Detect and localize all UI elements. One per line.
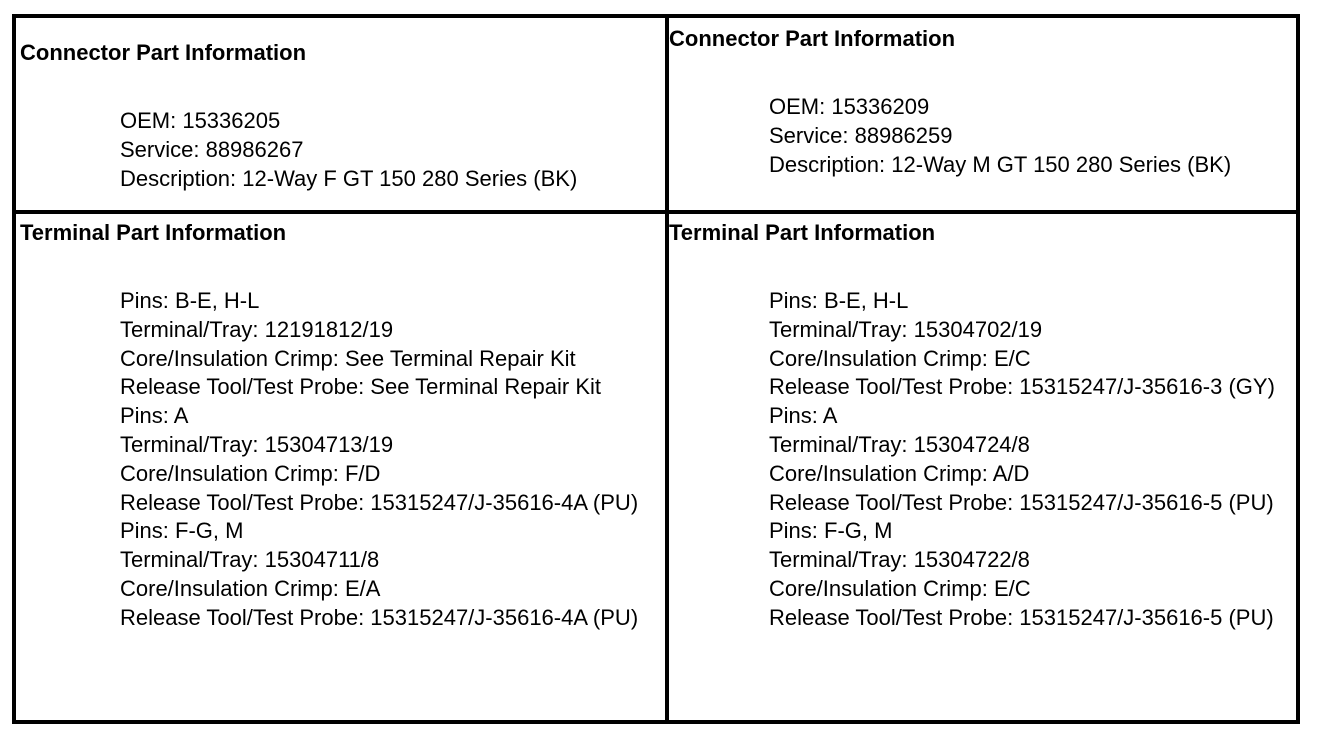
crimp-line: Core/Insulation Crimp: E/C — [769, 575, 1031, 601]
terminal-info-cell-right — [669, 214, 1296, 720]
oem-number: OEM: 15336205 — [120, 108, 281, 133]
pins-line: Pins: A — [769, 403, 838, 429]
terminal-tray-line: Terminal/Tray: 15304702/19 — [769, 316, 1043, 342]
connector-description: Description: 12-Way M GT 150 280 Series (BK) — [769, 151, 1232, 177]
terminal-tray-line: Terminal/Tray: 15304722/8 — [769, 547, 1030, 573]
terminal-tray-line: Terminal/Tray: 15304724/8 — [769, 431, 1030, 457]
service-number: Service: 88986267 — [120, 136, 304, 162]
terminal-heading-right: Terminal Part Information — [669, 220, 936, 245]
terminal-tray-line: Terminal/Tray: 15304711/8 — [120, 547, 380, 573]
pins-line: Pins: B-E, H-L — [120, 288, 260, 313]
connector-description: Description: 12-Way F GT 150 280 Series (BK) — [120, 165, 578, 191]
parts-table — [12, 14, 1300, 724]
connector-heading-right: Connector Part Information — [669, 26, 956, 51]
pins-line: Pins: A — [120, 403, 189, 429]
crimp-line: Core/Insulation Crimp: E/A — [120, 575, 381, 601]
release-tool-line: Release Tool/Test Probe: 15315247/J-35616-3 (GY) — [769, 374, 1275, 400]
terminal-info-cell-left — [16, 214, 665, 720]
pins-line: Pins: F-G, M — [120, 518, 244, 544]
terminal-tray-line: Terminal/Tray: 15304713/19 — [120, 431, 394, 457]
pins-line: Pins: F-G, M — [769, 518, 893, 544]
release-tool-line: Release Tool/Test Probe: 15315247/J-35616-5 (PU) — [769, 604, 1274, 630]
connector-heading-left: Connector Part Information — [20, 40, 307, 65]
connector-info-cell-right — [669, 18, 1296, 210]
crimp-line: Core/Insulation Crimp: E/C — [769, 345, 1031, 371]
crimp-line: Core/Insulation Crimp: A/D — [769, 460, 1030, 486]
oem-number: OEM: 15336209 — [769, 94, 930, 119]
connector-details-left — [120, 107, 650, 193]
pins-line: Pins: B-E, H-L — [769, 288, 909, 313]
terminal-heading-left: Terminal Part Information — [20, 220, 287, 245]
release-tool-line: Release Tool/Test Probe: See Terminal Repair Kit — [120, 374, 601, 400]
release-tool-line: Release Tool/Test Probe: 15315247/J-35616-4A (PU) — [120, 489, 639, 515]
connector-info-cell-left — [16, 18, 665, 210]
terminal-details-left — [120, 287, 650, 633]
service-number: Service: 88986259 — [769, 122, 953, 148]
release-tool-line: Release Tool/Test Probe: 15315247/J-35616-4A (PU) — [120, 604, 639, 630]
connector-details-right — [769, 93, 1291, 179]
crimp-line: Core/Insulation Crimp: F/D — [120, 460, 381, 486]
terminal-details-right — [769, 287, 1291, 633]
terminal-tray-line: Terminal/Tray: 12191812/19 — [120, 316, 394, 342]
crimp-line: Core/Insulation Crimp: See Terminal Repair Kit — [120, 345, 576, 371]
release-tool-line: Release Tool/Test Probe: 15315247/J-35616-5 (PU) — [769, 489, 1274, 515]
